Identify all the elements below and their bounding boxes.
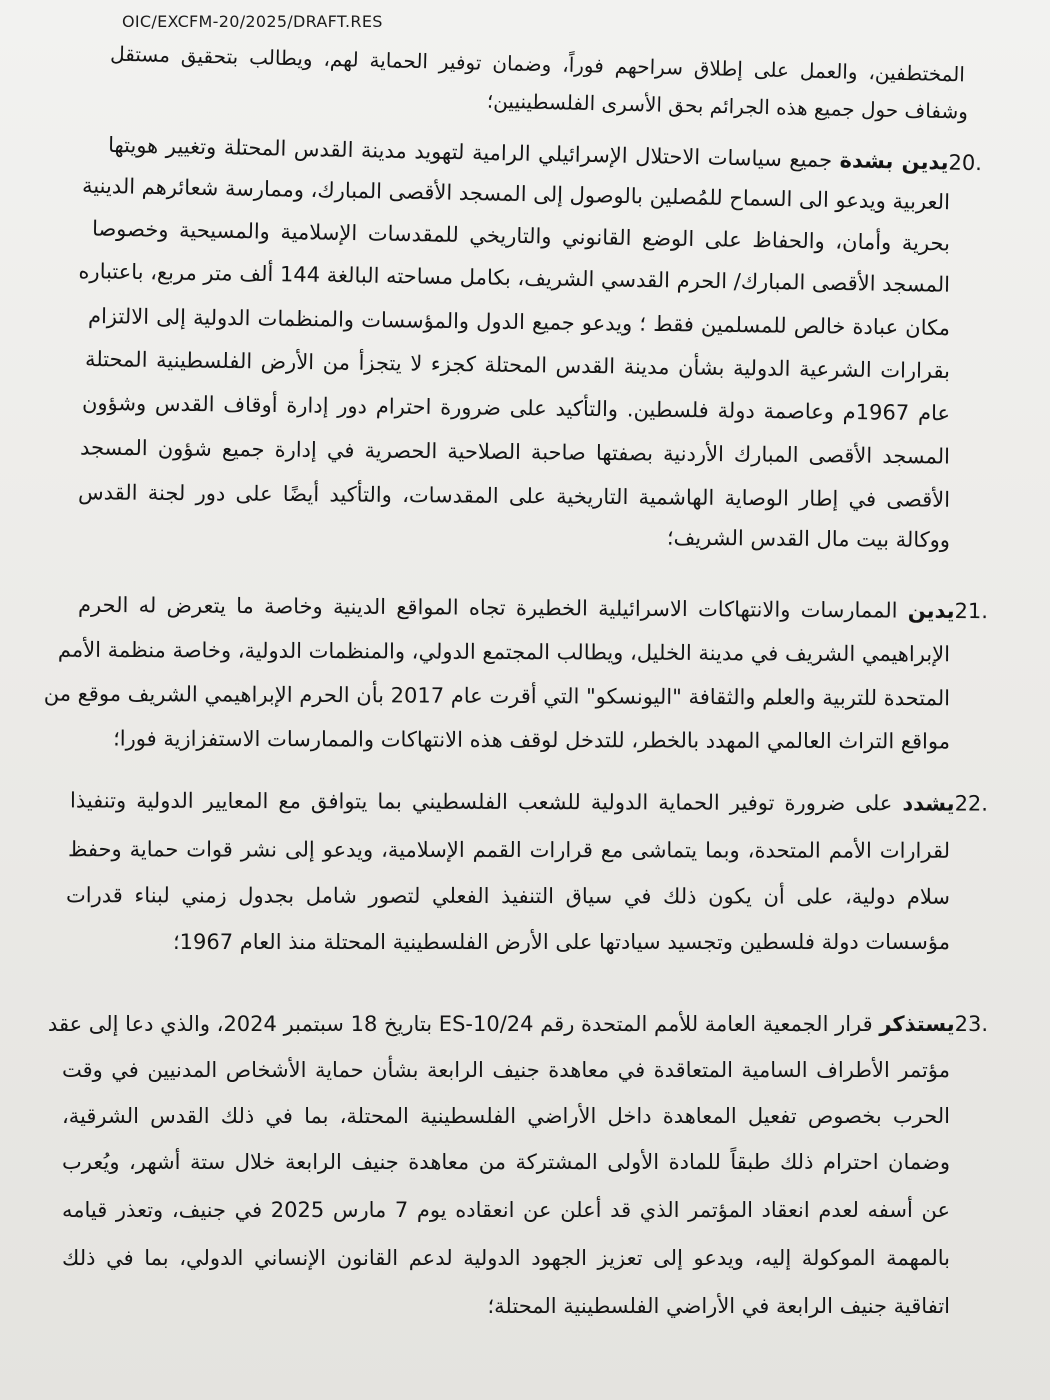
- paragraph-number: 21.: [954, 598, 989, 624]
- paragraph-line: الأقصى في إطار الوصاية الهاشمية التاريخية على المقدسات، والتأكيد أيضًا على دور لجنة القدس: [77, 480, 951, 512]
- paragraph-line: العربية ويدعو الى السماح للمُصلين بالوصول إلى المسجد الأقصى المبارك، وممارسة شعائرهم الدينية: [81, 173, 951, 215]
- paragraph-22-first-line: [70, 788, 988, 815]
- paragraph-line: سلام دولية، على أن يكون ذلك في سياق التنفيذ الفعلي لتصور شامل بجدول زمني لبناء قدرات: [65, 883, 951, 909]
- paragraph-line: مواقع التراث العالمي المهدد بالخطر، للتدخل لوقف هذه الانتهاكات والممارسات الاستفزازية فورا؛: [113, 726, 951, 754]
- intro-line: المختطفين، والعمل على إطلاق سراحهم فوراً، وضمان توفير الحماية لهم، ويطالب بتحقيق مستقل: [109, 41, 966, 87]
- paragraph-text: قرار الجمعية العامة للأمم المتحدة رقم ES-10/24 بتاريخ 18 سبتمبر 2024، والذي دعا إلى عقد: [47, 1012, 880, 1036]
- paragraph-lead-verb: يستذكر: [879, 1012, 955, 1036]
- paragraph-23-first-line: [47, 1012, 988, 1036]
- paragraph-line: بالمهمة الموكولة إليه، ويدعو إلى تعزيز الجهود الدولية لدعم القانون الإنساني الدولي، بما في ذلك: [62, 1246, 950, 1270]
- paragraph-line: المسجد الأقصى المبارك/ الحرم القدسي الشريف، بكامل مساحته البالغة 144 ألف متر مربع، باعتباره: [78, 259, 951, 297]
- paragraph-line: الحرب بخصوص تفعيل المعاهدة داخل الأراضي الفلسطينية المحتلة، بما في ذلك القدس الشرقية،: [62, 1104, 950, 1128]
- intro-line: وشفاف حول جميع هذه الجرائم بحق الأسرى الفلسطينيين؛: [486, 88, 969, 124]
- paragraph-line: مؤتمر الأطراف السامية المتعاقدة في معاهدة جنيف الرابعة بشأن حماية الأشخاص المدنيين في وقت: [62, 1058, 950, 1082]
- paragraph-number: 20.: [948, 150, 983, 176]
- paragraph-line: ووكالة بيت مال القدس الشريف؛: [666, 525, 951, 553]
- document-reference: OIC/EXCFM-20/2025/DRAFT.RES: [122, 12, 383, 31]
- paragraph-lead-verb: يشدد: [902, 791, 955, 816]
- paragraph-line: مؤسسات دولة فلسطين وتجسيد سيادتها على الأرض الفلسطينية المحتلة منذ العام 1967؛: [172, 930, 950, 954]
- paragraph-line: بقرارات الشرعية الدولية بشأن مدينة القدس المحتلة كجزء لا يتجزأ من الأرض الفلسطينية المحتلة: [84, 346, 951, 384]
- paragraph-number: 23.: [954, 1012, 988, 1036]
- paragraph-text: جميع سياسات الاحتلال الإسرائيلي الرامية لتهويد مدينة القدس المحتلة وتغيير هويتها: [107, 132, 840, 173]
- paragraph-21-first-line: [78, 593, 988, 623]
- paragraph-line: المسجد الأقصى المبارك الأردنية بصفتها صاحبة الصلاحية الحصرية في إدارة جميع شؤون المسجد: [79, 435, 951, 469]
- paragraph-line: مكان عبادة خالص للمسلمين فقط ؛ ويدعو جميع الدول والمؤسسات والمنظمات الدولية إلى الالتزام: [87, 303, 951, 341]
- paragraph-line: عام 1967م وعاصمة دولة فلسطين. والتأكيد على ضرورة احترام دور إدارة أوقاف القدس وشؤون: [81, 390, 951, 426]
- paragraph-lead-verb: يدين بشدة: [839, 148, 949, 175]
- paragraph-lead-verb: يدين: [907, 598, 955, 623]
- paragraph-line: اتفاقية جنيف الرابعة في الأراضي الفلسطينية المحتلة؛: [487, 1294, 950, 1318]
- paragraph-text: على ضرورة توفير الحماية الدولية للشعب الفلسطيني بما يتوافق مع المعايير الدولية وتنفيذا: [69, 788, 903, 816]
- paragraph-text: الممارسات والانتهاكات الاسرائيلية الخطيرة تجاه المواقع الدينية وخاصة ما يتعرض له الحرم: [77, 592, 908, 623]
- paragraph-line: الإبراهيمي الشريف في مدينة الخليل، ويطالب المجتمع الدولي، والمنظمات الدولية، وخاصة منظمة الأمم: [57, 637, 951, 667]
- paragraph-line: لقرارات الأمم المتحدة، وبما يتماشى مع قرارات القمم الإسلامية، ويدعو إلى نشر قوات حماية وحفظ: [67, 837, 951, 863]
- paragraph-line: عن أسفه لعدم انعقاد المؤتمر الذي قد أعلن عن انعقاده يوم 7 مارس 2025 في جنيف، وتعذر قيامه: [62, 1198, 950, 1222]
- paragraph-line: بحرية وأمان، والحفاظ على الوضع القانوني والتاريخي للمقدسات الإسلامية والمسيحية وخصوصا: [91, 216, 951, 256]
- paragraph-line: المتحدة للتربية والعلم والثقافة "اليونسكو" التي أقرت عام 2017 بأن الحرم الإبراهيمي الشريف موقع من: [43, 681, 951, 711]
- paragraph-20-first-line: [108, 133, 982, 175]
- paragraph-line: وضمان احترام ذلك طبقاً للمادة الأولى المشتركة من معاهدة جنيف الرابعة خلال ستة أشهر، ويُعرب: [62, 1150, 950, 1174]
- paragraph-number: 22.: [954, 791, 989, 816]
